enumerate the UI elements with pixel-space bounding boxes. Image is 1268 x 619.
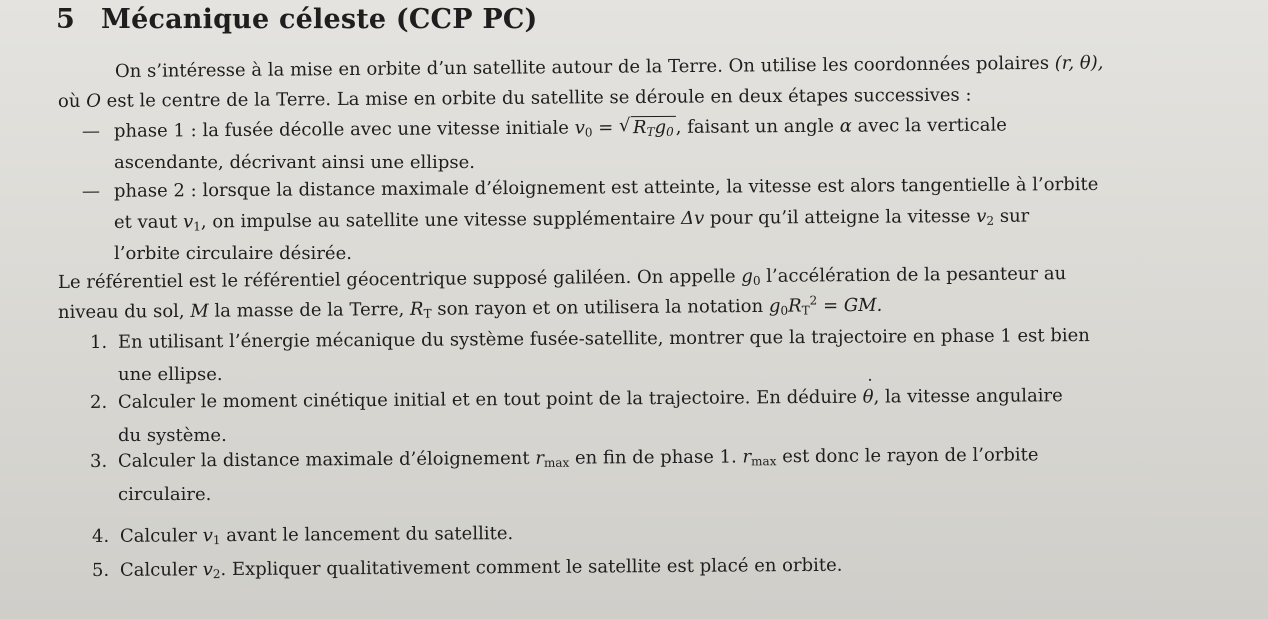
question-3-line-1 — [90, 444, 1039, 473]
ref-line-1 — [58, 263, 1066, 294]
question-3-line-2 — [118, 484, 211, 506]
v2-subscript: 2 — [212, 567, 221, 582]
theta-dot-symbol: θ ˙ — [863, 387, 874, 409]
v1-subscript: 1 — [193, 219, 201, 234]
radicand-R-sub: T — [646, 125, 655, 140]
question-4-text-b: avant le lancement du satellite. — [220, 523, 514, 547]
g0-symbol: g — [741, 265, 753, 288]
phase2-line-3 — [114, 243, 352, 265]
section-number: 5 — [56, 4, 75, 35]
question-5-line — [92, 555, 843, 582]
question-4-line — [92, 523, 513, 548]
intro-text-2a: où — [57, 90, 87, 112]
ref-text-2a: niveau du sol, — [57, 300, 191, 323]
ref-text-1b: l’accélération de la pesanteur au — [760, 263, 1067, 287]
radicand-g-sub: 0 — [666, 124, 674, 139]
question-3-text-2: circulaire. — [118, 484, 212, 505]
radius-R: R — [409, 298, 424, 320]
question-1-line-2 — [118, 364, 223, 386]
intro-text-2b: est le centre de la Terre. La mise en orbite du satellite se déroule en deux étapes successives : — [100, 84, 972, 112]
question-5-text-a: Calculer — [119, 559, 203, 581]
v2-subscript: 2 — [986, 213, 995, 228]
v2-symbol: v — [976, 205, 987, 227]
polar-coordinates: (r, θ), — [1054, 52, 1104, 74]
ref-line-2 — [58, 295, 883, 324]
phase1-text-a: phase 1 : la fusée décolle avec une vitesse initiale — [113, 117, 575, 142]
notation-sup: 2 — [809, 293, 818, 308]
phase2-text-b1: et vaut — [113, 211, 184, 233]
rmax-subscript: max — [751, 454, 777, 469]
rmax-symbol: r — [535, 447, 545, 469]
phase2-line-2 — [114, 206, 1029, 234]
phase1-text-c: avec la verticale — [851, 114, 1007, 137]
v1-subscript: 1 — [212, 533, 221, 548]
bullet-dash: — — [81, 120, 101, 142]
question-2-line-1 — [90, 385, 1063, 414]
phase2-text-b4: sur — [994, 205, 1030, 227]
question-3-text-1c: est donc le rayon de l’orbite — [776, 444, 1039, 468]
rmax-symbol: r — [742, 446, 752, 468]
rmax-subscript: max — [543, 455, 570, 470]
notation-g-sub: 0 — [780, 303, 789, 318]
question-4-text-a: Calculer — [119, 525, 203, 547]
question-1-text-2: une ellipse. — [118, 364, 223, 385]
radicand-g: g — [654, 116, 667, 139]
section-title: Mécanique céleste (CCP PC) — [101, 4, 538, 35]
center-O: O — [86, 90, 101, 112]
alpha-symbol: α — [839, 115, 852, 137]
question-5-text-b: . Expliquer qualitativement comment le satellite est placé en orbite. — [220, 554, 843, 581]
bullet-dash: — — [81, 180, 101, 202]
v1-symbol: v — [182, 211, 194, 233]
v1-symbol: v — [202, 525, 213, 547]
v2-symbol: v — [202, 559, 213, 581]
v0-symbol: v — [574, 117, 585, 139]
sqrt-expression — [619, 117, 676, 139]
notation-R-sub: T — [801, 303, 810, 318]
section-heading — [56, 4, 538, 35]
intro-line-1 — [115, 52, 1104, 83]
question-number: 5. — [91, 559, 110, 581]
equals: = — [592, 117, 620, 139]
phase1-text-2: ascendante, décrivant ainsi une ellipse. — [114, 152, 475, 173]
question-number: 3. — [89, 450, 108, 472]
phase2-text-b2: , on impulse au satellite une vitesse supplémentaire — [200, 208, 682, 233]
question-3-text-1a: Calculer la distance maximale d’éloignement — [117, 447, 536, 472]
v0-subscript: 0 — [584, 125, 593, 140]
phase1-text-b: , faisant un angle — [675, 115, 840, 138]
phase2-text-a: phase 2 : lorsque la distance maximale d’éloignement est atteinte, la vitesse est alors tangentielle à l’orbite — [113, 173, 1099, 202]
question-3-text-1b: en fin de phase 1. — [569, 446, 743, 469]
question-2-text-1b: , la vitesse angulaire — [873, 385, 1063, 408]
question-number: 4. — [91, 525, 110, 547]
phase2-text-b3: pour qu’il atteigne la vitesse — [704, 205, 977, 229]
phase1-line-2 — [114, 152, 475, 174]
notation-g: g — [768, 295, 781, 317]
ref-text-2c: son rayon et on utilisera la notation — [431, 295, 769, 320]
phase2-text-3: l’orbite circulaire désirée. — [114, 243, 352, 264]
question-1-line-1 — [90, 325, 1090, 354]
radius-R-sub: T — [423, 306, 432, 321]
question-2-line-2 — [118, 425, 227, 447]
g0-subscript: 0 — [752, 273, 761, 288]
phase1-line-1 — [82, 115, 1007, 143]
question-number: 1. — [89, 331, 108, 353]
mass-M: M — [190, 300, 209, 322]
notation-R: R — [787, 295, 802, 317]
delta-v-symbol: Δv — [680, 207, 705, 230]
notation-eq: = GM. — [817, 294, 883, 317]
radicand-R: R — [632, 117, 647, 139]
question-2-text-2: du système. — [118, 425, 227, 446]
ref-text-1a: Le référentiel est le référentiel géocentrique supposé galiléen. On appelle — [57, 266, 742, 293]
question-1-text-1: En utilisant l’énergie mécanique du système fusée-satellite, montrer que la trajectoire en phase 1 est bien — [117, 325, 1090, 353]
phase2-line-1 — [82, 174, 1099, 203]
question-number: 2. — [89, 391, 108, 413]
question-2-text-1a: Calculer le moment cinétique initial et en tout point de la trajectoire. En déduire — [117, 386, 863, 413]
ref-text-2b: la masse de la Terre, — [208, 298, 411, 322]
intro-line-2 — [58, 85, 972, 113]
intro-text-1: On s’intéresse à la mise en orbite d’un satellite autour de la Terre. On utilise les coordonnées polaires — [114, 52, 1055, 82]
